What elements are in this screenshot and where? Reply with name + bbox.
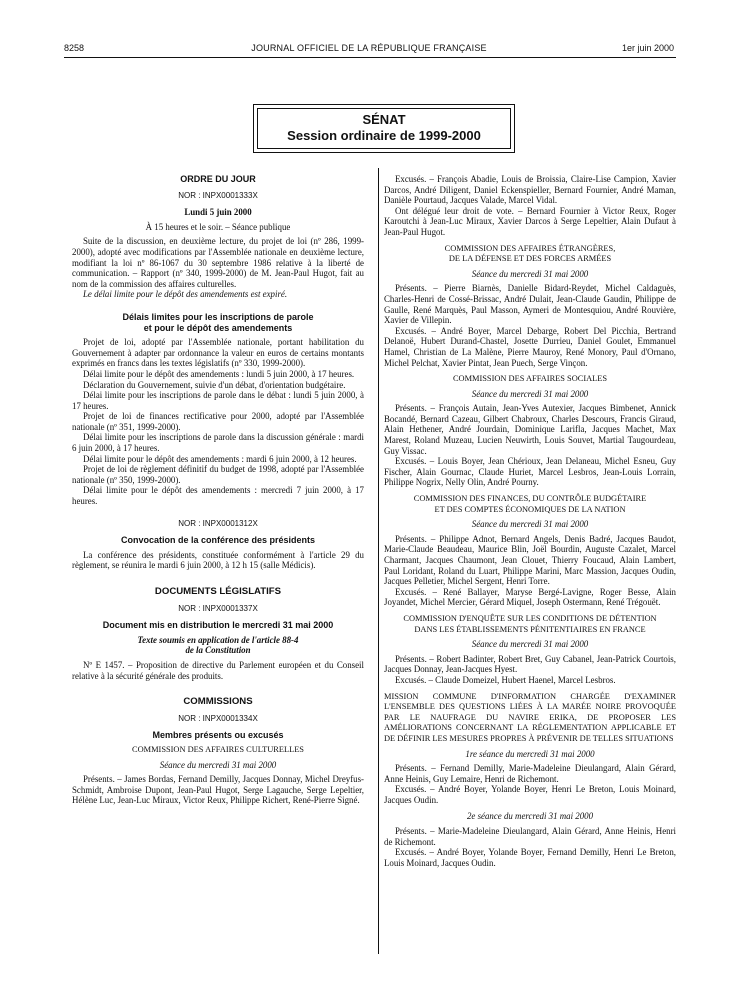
presents-paragraph: Présents. – James Bordas, Fernand Demilly, Jacques Donnay, Michel Dreyfus-Schmidt, Ambroise Dupont, Jean-Paul Hugot, Serge Lagauche, Serge Lepeltier, Hélène Luc, Jean-Luc Miraux, Victor Reux, Philippe Richert, René-Pierre Signé. <box>72 774 364 806</box>
presents-paragraph: Présents. – Marie-Madeleine Dieulangard, Alain Gérard, Anne Heinis, Henri de Richemont. <box>384 826 676 847</box>
banner-title: SÉNAT <box>362 112 406 127</box>
convocation-paragraph: La conférence des présidents, constituée conformément à l'article 29 du règlement, se réunira le mardi 6 juin 2000, à 12 h 15 (salle Médicis). <box>72 549 364 571</box>
seance-time: À 15 heures et le soir. – Séance publique <box>145 221 291 232</box>
agenda-paragraph: Suite de la discussion, en deuxième lecture, du projet de loi (nº 286, 1999-2000), adopté avec modifications par l'Assemblée nationale en deuxième lecture, modifiant la loi nº 86-1067 du 30 septembre 1986 relative à la liberté de communication. – Rapport (nº 340, 1999-2000) de M. Jean-Paul Hugot, fait au nom de la commission des affaires culturelles. <box>72 236 364 289</box>
seance-date: Séance du mercredi 31 mai 2000 <box>471 268 589 279</box>
delais-paragraph: Délai limite pour les inscriptions de parole dans le débat : lundi 5 juin 2000, à 17 heures. <box>72 390 364 411</box>
header-rule <box>64 57 676 58</box>
nor-reference: NOR : INPX0001334X <box>178 713 258 723</box>
seance-date: Séance du mercredi 31 mai 2000 <box>471 388 589 399</box>
presents-paragraph: Présents. – Robert Badinter, Robert Bret, Guy Cabanel, Jean-Patrick Courtois, Jacques Donnay, Jean-Jacques Hyest. <box>384 653 676 675</box>
commission-title: DANS LES ÉTABLISSEMENTS PÉNITENTIAIRES EN FRANCE <box>414 624 646 634</box>
seance-date: Séance du mercredi 31 mai 2000 <box>159 759 277 770</box>
seance-date: 2e séance du mercredi 31 mai 2000 <box>466 811 594 822</box>
banner-subtitle: Session ordinaire de 1999-2000 <box>287 128 481 143</box>
excuses-paragraph: Excusés. – René Ballayer, Maryse Bergé-Lavigne, Roger Besse, Alain Joyandet, Michel Mercier, Gérard Miquel, Joseph Ostermann, René Trégouët. <box>384 586 676 608</box>
delais-heading-line1: Délais limites pour les inscriptions de parole <box>122 311 314 322</box>
delais-paragraph: Projet de loi de finances rectificative pour 2000, adopté par l'Assemblée nationale (nº 351, 1999-2000). <box>72 411 364 432</box>
delais-paragraph: Délai limite pour le dépôt des amendements : lundi 5 juin 2000, à 17 heures. <box>83 368 355 379</box>
page-number: 8258 <box>64 43 85 53</box>
delais-paragraph: Déclaration du Gouvernement, suivie d'un débat, d'orientation budgétaire. <box>83 379 346 390</box>
presents-paragraph: Présents. – Pierre Biarnès, Danielle Bidard-Reydet, Michel Caldaguès, Charles-Henri de Cossé-Brissac, André Dulait, Jean-Claude Gaudin, Philippe de Gaulle, René Marquès, Paul Masson, Aymeri de Montesquiou, André Rouvière, Xavier de Villepin. <box>384 283 676 326</box>
delais-paragraph: Projet de loi de règlement définitif du budget de 1998, adopté par l'Assemblée nationale (nº 350, 1999-2000). <box>72 464 364 485</box>
excuses-paragraph: Excusés. – André Boyer, Yolande Boyer, Fernand Demilly, Henri Le Breton, Louis Moinard, Jacques Oudin. <box>384 847 676 868</box>
page-header <box>64 41 674 55</box>
texte-soumis-line2: de la Constitution <box>185 645 251 656</box>
delais-paragraph: Délai limite pour le dépôt des amendements : mardi 6 juin 2000, à 12 heures. <box>83 453 357 464</box>
mission-title: MISSION COMMUNE D'INFORMATION CHARGÉE D'EXAMINER L'ENSEMBLE DES QUESTIONS LIÉES À LA MARÉE NOIRE PROVOQUÉE PAR LE NAUFRAGE DU NAVIRE ERIKA, DE PROPOSER LES AMÉLIORATIONS CONCERNANT LA RÉGLEMENTATION APPLICABLE ET DE DÉFINIR LES MESURES PROPRES À PRÉVENIR DE TELLES SITUATIONS <box>384 691 676 743</box>
commission-title: COMMISSION DES FINANCES, DU CONTRÔLE BUDGÉTAIRE <box>413 494 647 504</box>
excuses-paragraph: Excusés. – François Abadie, Louis de Broissia, Claire-Lise Campion, Xavier Darcos, André Diligent, Daniel Eckenspieller, Bernard Fournier, André Maman, Danièle Pourtaud, Jacques Valade, Marcel Vidal. <box>384 174 676 206</box>
commission-title: COMMISSION DES AFFAIRES CULTURELLES <box>132 744 304 754</box>
commissions-heading: COMMISSIONS <box>183 696 253 708</box>
convocation-heading: Convocation de la conférence des présidents <box>120 535 316 546</box>
presents-paragraph: Présents. – Fernand Demilly, Marie-Madeleine Dieulangard, Alain Gérard, Anne Heinis, Guy Lemaire, Henri de Richemont. <box>384 763 676 784</box>
left-column <box>72 174 364 806</box>
texte-soumis-line1: Texte soumis en application de l'article 88-4 <box>137 634 299 645</box>
commission-title: COMMISSION DES AFFAIRES SOCIALES <box>452 374 608 384</box>
distribution-heading: Document mis en distribution le mercredi 31 mai 2000 <box>102 620 334 631</box>
session-date: Lundi 5 juin 2000 <box>184 207 252 218</box>
delais-paragraph: Projet de loi, adopté par l'Assemblée nationale, portant habilitation du Gouvernement à adapter par ordonnance la valeur en euros de certains montants exprimés en francs dans les textes législatifs (nº 330, 1999-2000). <box>72 337 364 369</box>
deadline-expired-note: Le délai limite pour le dépôt des amendements est expiré. <box>83 289 288 300</box>
ordre-du-jour-heading: ORDRE DU JOUR <box>180 174 256 184</box>
nor-reference: NOR : INPX0001337X <box>178 603 258 613</box>
excuses-paragraph: Excusés. – Claude Domeizel, Hubert Haenel, Marcel Lesbros. <box>395 674 616 685</box>
commission-title: COMMISSION DES AFFAIRES ÉTRANGÈRES, <box>444 243 616 253</box>
commission-title: ET DES COMPTES ÉCONOMIQUES DE LA NATION <box>434 504 626 514</box>
commission-title: DE LA DÉFENSE ET DES FORCES ARMÉES <box>448 254 612 264</box>
seance-date: Séance du mercredi 31 mai 2000 <box>471 519 589 530</box>
nor-reference: NOR : INPX0001333X <box>178 190 258 200</box>
excuses-paragraph: Excusés. – Louis Boyer, Jean Chérioux, Jean Delaneau, Michel Esneu, Guy Fischer, Alain Gournac, Claude Huriet, Marcel Lesbros, Jean-Louis Lorrain, Philippe Nogrix, Nelly Olin, André Pourny. <box>384 456 676 488</box>
delais-heading-line2: et pour le dépôt des amendements <box>143 322 293 333</box>
delegation-paragraph: Ont délégué leur droit de vote. – Bernard Fournier à Victor Reux, Roger Karoutchi à Jean-Luc Miraux, Xavier Darcos à Serge Lepeltier, Alain Dufaut à Jean-Paul Hugot. <box>384 205 676 237</box>
membres-heading: Membres présents ou excusés <box>152 730 284 741</box>
issue-date: 1er juin 2000 <box>621 43 674 53</box>
presents-paragraph: Présents. – François Autain, Jean-Yves Autexier, Jacques Bimbenet, Annick Bocandé, Bernard Cazeau, Gilbert Chabroux, Charles Descours, Francis Giraud, Alain Hethener, André Jourdain, Dominique Larifla, Jacques Machet, Max Marest, Roland Muzeau, Lucien Neuwirth, Louis Souvet, Martial Taugourdeau, Guy Vissac. <box>384 403 676 456</box>
seance-date: 1re séance du mercredi 31 mai 2000 <box>465 748 595 759</box>
delais-paragraph: Délai limite pour les inscriptions de parole dans la discussion générale : mardi 6 juin 2000, à 17 heures. <box>72 432 364 454</box>
commission-title: COMMISSION D'ENQUÊTE SUR LES CONDITIONS DE DÉTENTION <box>403 613 657 623</box>
column-divider <box>378 168 379 954</box>
senat-banner <box>253 104 515 153</box>
journal-title: JOURNAL OFFICIEL DE LA RÉPUBLIQUE FRANÇAISE <box>251 43 487 53</box>
e1457-paragraph: Nº E 1457. – Proposition de directive du Parlement européen et du Conseil relative à la sécurité générale des produits. <box>72 659 364 681</box>
excuses-paragraph: Excusés. – André Boyer, Marcel Debarge, Robert Del Picchia, Bertrand Delanoë, Hubert Durand-Chastel, Josette Durrieu, Daniel Goulet, Emmanuel Hamel, Christian de La Malène, Pierre Mauroy, René Monory, Paul d'Ornano, Michel Pelchat, Xavier Pintat, Jean Puech, Serge Vinçon. <box>384 325 676 368</box>
excuses-paragraph: Excusés. – André Boyer, Yolande Boyer, Henri Le Breton, Louis Moinard, Jacques Oudin. <box>384 784 676 805</box>
nor-reference: NOR : INPX0001312X <box>178 518 258 528</box>
right-column <box>384 174 676 868</box>
presents-paragraph: Présents. – Philippe Adnot, Bernard Angels, Denis Badré, Jacques Baudot, Marie-Claude Beaudeau, Maurice Blin, Joël Bourdin, Auguste Cazalet, Marcel Charmant, Jacques Chaumont, Jean Clouet, Thierry Foucaud, Alain Lambert, Paul Loridant, Roland du Luart, Philippe Marini, Marc Massion, Jacques Oudin, Jacques Pelletier, Michel Sergent, Henri Torre. <box>384 533 676 587</box>
documents-legislatifs-heading: DOCUMENTS LÉGISLATIFS <box>154 586 282 597</box>
seance-date: Séance du mercredi 31 mai 2000 <box>471 639 589 650</box>
delais-paragraph: Délai limite pour le dépôt des amendements : mercredi 7 juin 2000, à 17 heures. <box>72 485 364 507</box>
